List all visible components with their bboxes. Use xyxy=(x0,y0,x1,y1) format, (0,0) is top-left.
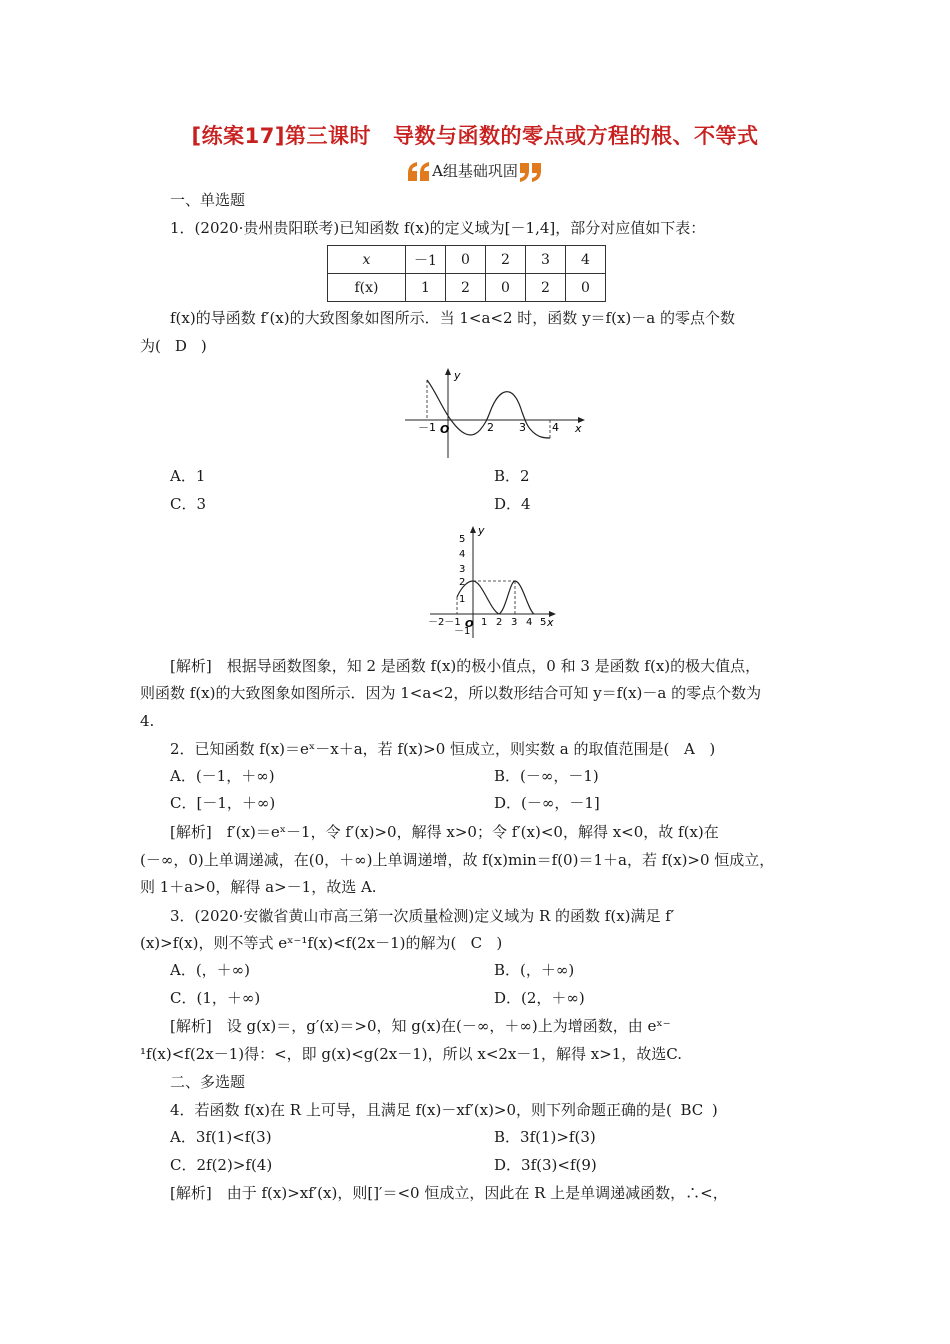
tick-label: 1 xyxy=(481,617,488,628)
tick-label: 5 xyxy=(459,534,466,545)
table-cell: 0 xyxy=(566,274,606,302)
table-cell: 2 xyxy=(486,246,526,274)
table-cell: －1 xyxy=(406,246,446,274)
table-header-x: x xyxy=(328,246,406,274)
derivative-graph xyxy=(395,362,595,462)
table-header-fx: f(x) xyxy=(328,274,406,302)
table-cell: 4 xyxy=(566,246,606,274)
q1-analysis-line-1: [解析] 根据导函数图象，知 2 是函数 f(x)的极小值点，0 和 3 是函数 f(x)的极大值点， xyxy=(170,657,761,675)
q4-option-b: B．3f(1)>f(3) xyxy=(494,1128,596,1146)
q1-stem-3: 为( D ) xyxy=(140,337,207,355)
q1-option-c: C．3 xyxy=(170,495,207,513)
q1-analysis-line-3: 4. xyxy=(140,712,155,730)
q4-answer: BC xyxy=(680,1101,704,1119)
q3-option-c: C．(1，＋∞) xyxy=(170,989,261,1007)
q1-value-table xyxy=(327,245,606,302)
table-cell: 0 xyxy=(446,246,486,274)
q4-option-a: A．3f(1)<f(3) xyxy=(170,1128,272,1146)
q3-answer: C xyxy=(470,934,483,952)
tick-label: 4 xyxy=(552,421,559,434)
function-curve xyxy=(457,581,534,614)
q3-analysis-line-2: ¹f(x)<f(2x－1)得：<，即 g(x)<g(2x－1)，所以 x<2x－1，解得 x>1，故选C. xyxy=(140,1045,683,1063)
tick-label: 3 xyxy=(459,564,466,575)
function-graph xyxy=(424,520,564,642)
q2-analysis-line-1: [解析] f′(x)＝eˣ－1，令 f′(x)>0，解得 x>0；令 f′(x)<0，解得 x<0，故 f(x)在 xyxy=(170,823,719,841)
group-label: A组基础巩固 xyxy=(432,162,518,180)
q1-answer: D xyxy=(174,337,187,355)
tick-label: 4 xyxy=(526,617,533,628)
section-multi-choice: 二、多选题 xyxy=(170,1073,246,1091)
origin-label: O xyxy=(465,619,474,630)
group-heading xyxy=(0,160,950,183)
q1-option-b: B．2 xyxy=(494,467,530,485)
q1-option-a: A．1 xyxy=(170,467,206,485)
origin-label: O xyxy=(440,423,450,436)
table-row xyxy=(328,246,606,274)
y-axis-label: y xyxy=(478,524,485,537)
q1-option-d: D．4 xyxy=(494,495,531,513)
table-cell: 0 xyxy=(486,274,526,302)
title-topic: 导数与函数的零点或方程的根、不等式 xyxy=(392,124,759,148)
table-cell: 2 xyxy=(526,274,566,302)
tick-label: 3 xyxy=(519,421,526,434)
tick-label: 5 xyxy=(540,617,547,628)
q2-stem: 2．已知函数 f(x)＝eˣ－x＋a，若 f(x)>0 恒成立，则实数 a 的取值范围是( A ) xyxy=(170,740,716,758)
tick-label: －2－1 xyxy=(428,617,461,628)
close-quote-icon xyxy=(518,161,544,183)
table-cell: 1 xyxy=(406,274,446,302)
q1-analysis-line-2: 则函数 f(x)的大致图象如图所示．因为 1<a<2，所以数形结合可知 y＝f(x)－a 的零点个数为 xyxy=(140,684,762,702)
y-axis-label: y xyxy=(454,369,461,382)
tick-label: 1 xyxy=(459,594,466,605)
page-title xyxy=(0,120,950,150)
q4-analysis-line-1: [解析] 由于 f(x)>xf′(x)，则[]′＝<0 恒成立，因此在 R 上是单调递减函数，∴<， xyxy=(170,1184,728,1202)
y-axis-arrow-icon xyxy=(470,526,476,533)
q2-option-a: A．(－1，＋∞) xyxy=(170,767,275,785)
table-cell: 3 xyxy=(526,246,566,274)
y-axis-arrow-icon xyxy=(445,368,451,375)
q3-stem-2: (x)>f(x)，则不等式 eˣ⁻¹f(x)<f(2x－1)的解为( C ) xyxy=(140,934,503,952)
tick-label: 2 xyxy=(459,577,466,588)
q3-option-d: D．(2，＋∞) xyxy=(494,989,585,1007)
q2-option-b: B．(－∞，－1) xyxy=(494,767,599,785)
q4-option-d: D．3f(3)<f(9) xyxy=(494,1156,597,1174)
x-axis-label: x xyxy=(547,616,554,629)
tick-label: 4 xyxy=(459,549,466,560)
open-quote-icon xyxy=(406,161,432,183)
q1-stem: 1．(2020·贵州贵阳联考)已知函数 f(x)的定义域为[－1,4]，部分对应值如下表： xyxy=(170,219,706,237)
q2-analysis-line-3: 则 1＋a>0，解得 a>－1，故选 A. xyxy=(140,878,377,896)
q4-option-c: C．2f(2)>f(4) xyxy=(170,1156,273,1174)
title-lesson: [练案17]第三课时 xyxy=(191,124,371,148)
q2-analysis-line-2: (－∞，0)上单调递减，在(0，＋∞)上单调递增，故 f(x)min＝f(0)＝1＋a，若 f(x)>0 恒成立， xyxy=(140,851,775,869)
q3-analysis-line-1: [解析] 设 g(x)＝，g′(x)＝>0，知 g(x)在(－∞，＋∞)上为增函数，由 eˣ⁻ xyxy=(170,1017,671,1035)
q2-answer: A xyxy=(683,740,695,758)
tick-label: －1 xyxy=(418,421,436,434)
q4-stem: 4．若函数 f(x)在 R 上可导，且满足 f(x)－xf′(x)>0，则下列命题正确的是( BC ) xyxy=(170,1101,718,1119)
tick-label: 2 xyxy=(487,421,494,434)
tick-label: －1 xyxy=(454,626,471,637)
q3-option-a: A．(，＋∞) xyxy=(170,961,251,979)
tick-label: 2 xyxy=(496,617,503,628)
section-single-choice: 一、单选题 xyxy=(170,191,246,209)
q3-option-b: B．(，＋∞) xyxy=(494,961,575,979)
tick-label: 3 xyxy=(511,617,518,628)
q3-stem-1: 3．(2020·安徽省黄山市高三第一次质量检测)定义域为 R 的函数 f(x)满足 f′ xyxy=(170,907,675,925)
table-row xyxy=(328,274,606,302)
q2-option-c: C．[－1，＋∞) xyxy=(170,794,276,812)
table-cell: 2 xyxy=(446,274,486,302)
x-axis-label: x xyxy=(575,422,582,435)
q2-option-d: D．(－∞，－1] xyxy=(494,794,600,812)
q1-stem-2: f(x)的导函数 f′(x)的大致图象如图所示．当 1<a<2 时，函数 y＝f(x)－a 的零点个数 xyxy=(170,309,735,327)
